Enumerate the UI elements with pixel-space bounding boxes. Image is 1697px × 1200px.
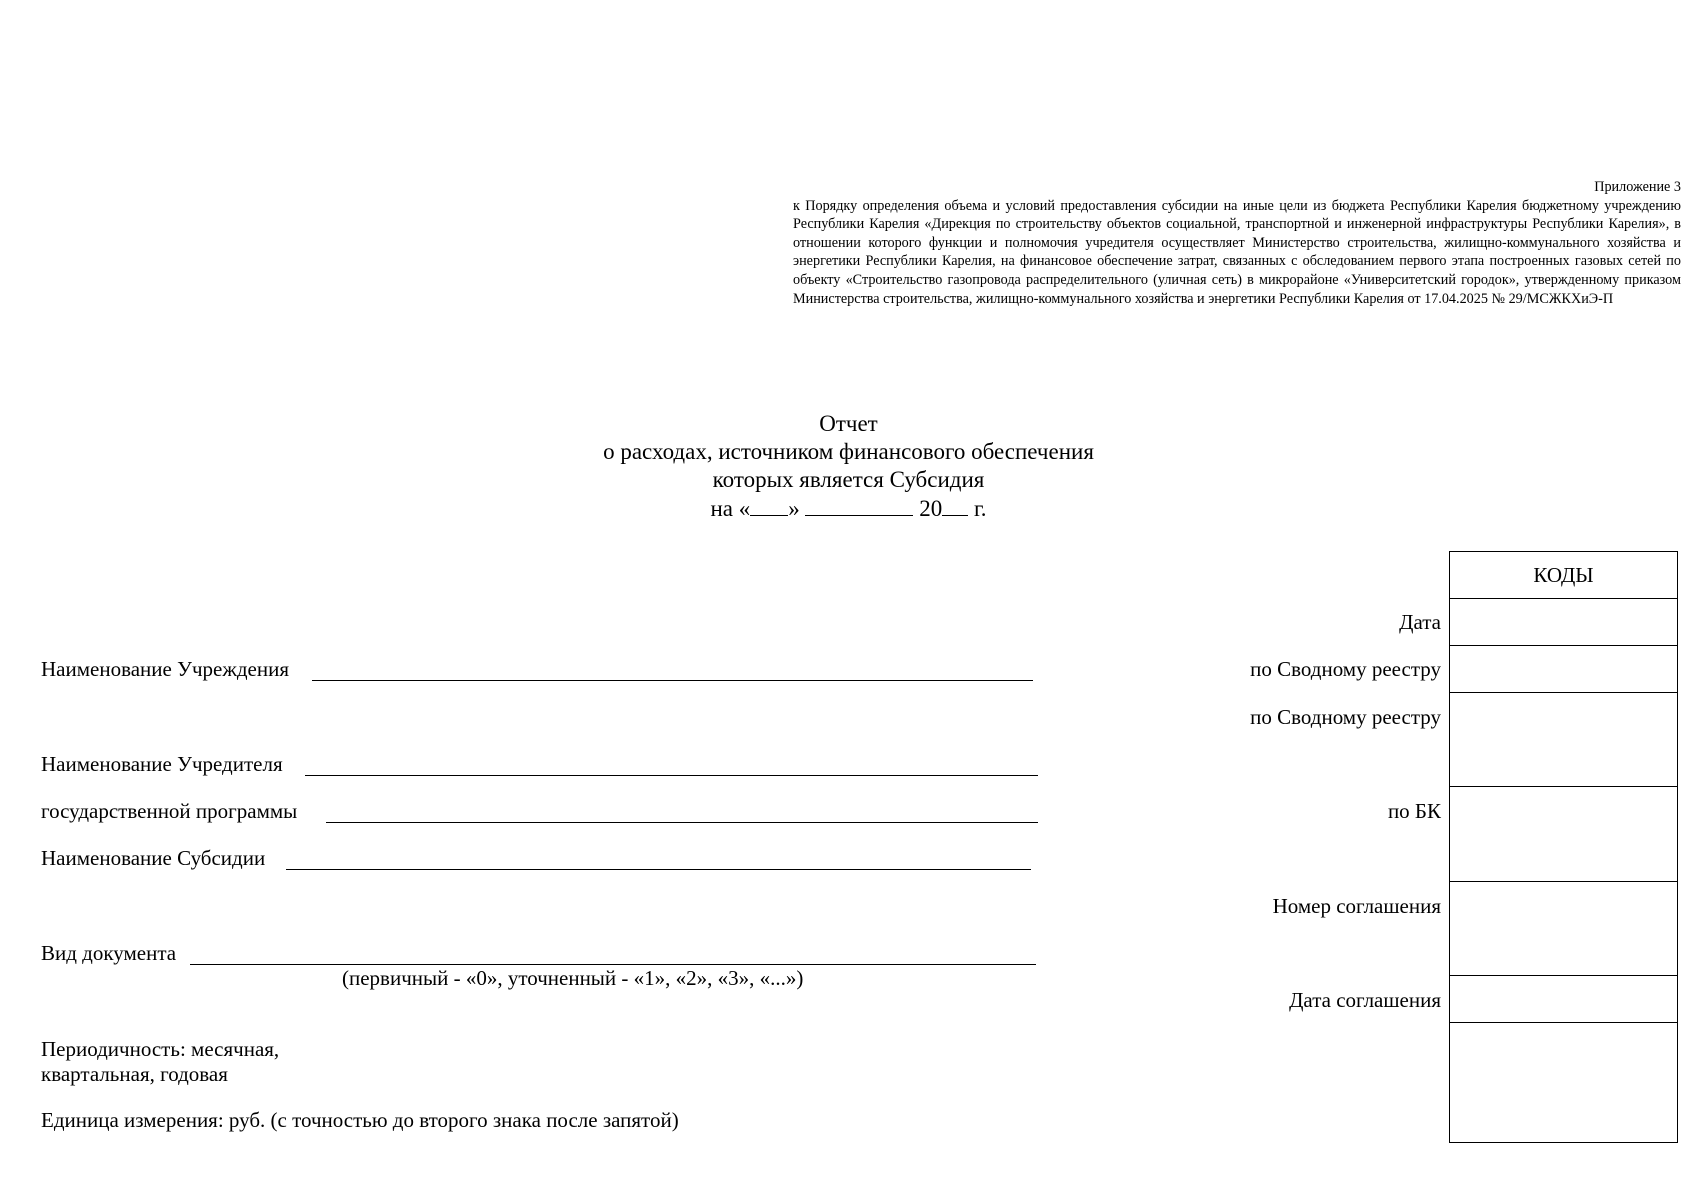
codes-label-registry1: по Сводному реестру [1250, 657, 1441, 681]
program-input-line[interactable] [326, 822, 1038, 823]
code-cell-date[interactable] [1450, 599, 1677, 646]
date-year: 20 [919, 496, 943, 521]
doc-type-label: Вид документа [41, 941, 177, 965]
codes-table [1449, 551, 1678, 1143]
codes-label-bk: по БК [1387, 799, 1441, 823]
founder-input-line[interactable] [305, 775, 1038, 776]
code-cell-registry1[interactable] [1450, 646, 1677, 693]
codes-header: КОДЫ [1450, 552, 1677, 599]
appendix-title: Приложение 3 [1594, 179, 1681, 195]
date-mid: » [788, 496, 800, 521]
periodicity-line1: Периодичность: месячная, [41, 1037, 280, 1061]
date-prefix: на « [710, 496, 751, 521]
appendix-block [793, 178, 1681, 308]
month-blank[interactable] [805, 494, 913, 516]
code-cell-extra[interactable] [1450, 1023, 1677, 1142]
report-title-line1: Отчет [819, 411, 878, 436]
codes-label-date: Дата [1399, 610, 1441, 634]
code-cell-bk[interactable] [1450, 787, 1677, 882]
day-blank[interactable] [750, 494, 788, 516]
subsidy-label: Наименование Субсидии [41, 846, 266, 870]
codes-label-agreement-number: Номер соглашения [1272, 894, 1441, 918]
founder-label: Наименование Учредителя [41, 752, 283, 776]
unit-label: Единица измерения: руб. (с точностью до второго знака после запятой) [41, 1108, 679, 1132]
code-cell-agreement-number[interactable] [1450, 882, 1677, 976]
periodicity-line2: квартальная, годовая [41, 1062, 228, 1086]
code-cell-registry2[interactable] [1450, 693, 1677, 787]
report-title-line3: которых является Субсидия [712, 467, 985, 492]
date-suffix: г. [973, 496, 987, 521]
institution-label: Наименование Учреждения [41, 657, 289, 681]
report-title-line2: о расходах, источником финансового обеспечения [603, 439, 1094, 464]
report-date-line [0, 494, 1697, 523]
doc-type-hint: (первичный - «0», уточненный - «1», «2», «3», «...») [342, 966, 804, 990]
appendix-text: к Порядку определения объема и условий предоставления субсидии на иные цели из бюджета Республики Карелия бюджетному учреждению Республики Карелия «Дирекция по строительству объектов социальной, транспортной и инженерной инфраструктуры Республики Карелия», в отношении которого функции и полномочия учредителя осуществляет Министерство строительства, жилищно-коммунального хозяйства и энергетики Республики Карелия, на финансовое обеспечение затрат, связанных с обследованием первого этапа построенных газовых сетей по объекту «Строительство газопровода распределительного (уличная сеть) в микрорайоне «Университетский городок», утвержденному приказом Министерства строительства, жилищно-коммунального хозяйства и энергетики Республики Карелия от 17.04.2025 № 29/МСЖКХиЭ-П [793, 197, 1681, 307]
subsidy-input-line[interactable] [286, 869, 1031, 870]
report-title [0, 410, 1697, 523]
program-label: государственной программы [41, 799, 298, 823]
code-cell-agreement-date[interactable] [1450, 976, 1677, 1023]
institution-input-line[interactable] [312, 680, 1033, 681]
codes-label-agreement-date: Дата соглашения [1289, 988, 1441, 1012]
year-blank[interactable] [942, 494, 968, 516]
codes-label-registry2: по Сводному реестру [1250, 705, 1441, 729]
